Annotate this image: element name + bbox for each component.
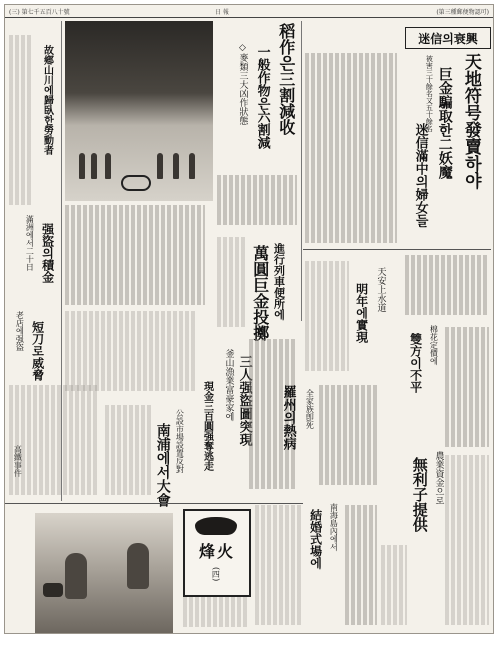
headline-assembly: 南浦에서大會 <box>154 423 171 507</box>
feature-subtitle: (四) <box>211 567 221 582</box>
subhead-farm: 農業資金으로 <box>433 451 444 505</box>
headline-superstition: 天地符号發賣하야 <box>460 53 481 189</box>
newspaper-page <box>4 4 494 634</box>
headline-crops: 稻作은三割減收 <box>276 23 296 135</box>
headline-superstition-sub: 迷信滿中의婦女들 <box>412 123 428 227</box>
subhead-crops: 一般作物은六割減 <box>254 45 270 149</box>
fever-body <box>319 385 379 485</box>
left-body-3 <box>65 311 197 391</box>
crops-body <box>217 175 297 225</box>
headline-left-2: 强盜의積金 <box>40 223 55 283</box>
feature-serial-box <box>183 509 251 597</box>
headline-left-3: 短刀로威脅 <box>30 321 45 381</box>
subhead-robbers: 釜山漁業富豪家에 <box>223 349 234 421</box>
section-title-box: 迷信의衰興 <box>405 27 491 49</box>
bottom-body-2 <box>255 505 303 625</box>
headline-fever: 羅州의熱病 <box>280 385 296 450</box>
feature-title: 烽火 <box>198 542 235 561</box>
masthead <box>5 5 493 18</box>
left-body-1 <box>9 35 33 205</box>
issue-number: (三) 第七千五百八十號 <box>9 9 70 16</box>
subhead-left-2: 滿洲에서二十日 <box>25 215 35 271</box>
headline-left-1: 故鄕山川에歸臥한勞動者 <box>41 45 53 155</box>
headline-train: 進行列車便所에 <box>272 243 286 320</box>
bottom-body <box>345 505 377 625</box>
subhead-superstition-sub: 被害三十餘名又五十餘名 <box>425 55 434 132</box>
flame-ornament-icon <box>195 517 237 535</box>
farm-body <box>445 455 489 625</box>
subhead-assembly: 公設市場設置反對 <box>175 409 185 473</box>
headline-injustice: 雙方이不平 <box>408 333 423 393</box>
left-small-item: 高鐵事件 <box>13 445 23 477</box>
train-platform-photo <box>65 21 213 201</box>
feature-body <box>183 597 247 627</box>
assembly-body <box>105 405 151 495</box>
left-body-2 <box>65 205 205 305</box>
subhead-superstition: 巨金騙取한二妖魔 <box>436 67 453 179</box>
water-body <box>305 261 349 371</box>
subhead-train: 萬圓巨金投擲 <box>250 245 270 341</box>
left-body-4 <box>9 385 99 495</box>
headline-farm: 無利子提供 <box>410 457 429 532</box>
superstition-body-2 <box>405 255 489 315</box>
headline-robbers-sub: 現金三百圓强奪逃走 <box>201 381 213 471</box>
subhead-fever: 全家族卽死 <box>305 389 315 429</box>
postal-note: (第三種郵便物認可) <box>436 9 489 16</box>
crops-caption: ◇麥類三大凶作狀態 <box>237 43 248 125</box>
subhead-left-3: 老店에强盜 <box>15 311 25 351</box>
injustice-body <box>445 327 489 447</box>
kitchen-scene-photo <box>35 513 173 633</box>
superstition-body <box>305 53 397 243</box>
subhead-injustice: 棉花定價에 <box>429 325 439 365</box>
headline-robbers: 三人强盜圖突現 <box>236 355 252 446</box>
headline-bottom-notice: 結婚式場에 <box>308 509 323 569</box>
farm-body-2 <box>381 545 407 625</box>
headline-water: 明年에實現 <box>354 283 369 343</box>
paper-name: 日 報 <box>215 9 229 16</box>
subhead-bottom-notice: 南海島內에서 <box>329 503 339 551</box>
train-body <box>217 237 245 327</box>
subhead-water: 天安上水道 <box>375 267 386 312</box>
